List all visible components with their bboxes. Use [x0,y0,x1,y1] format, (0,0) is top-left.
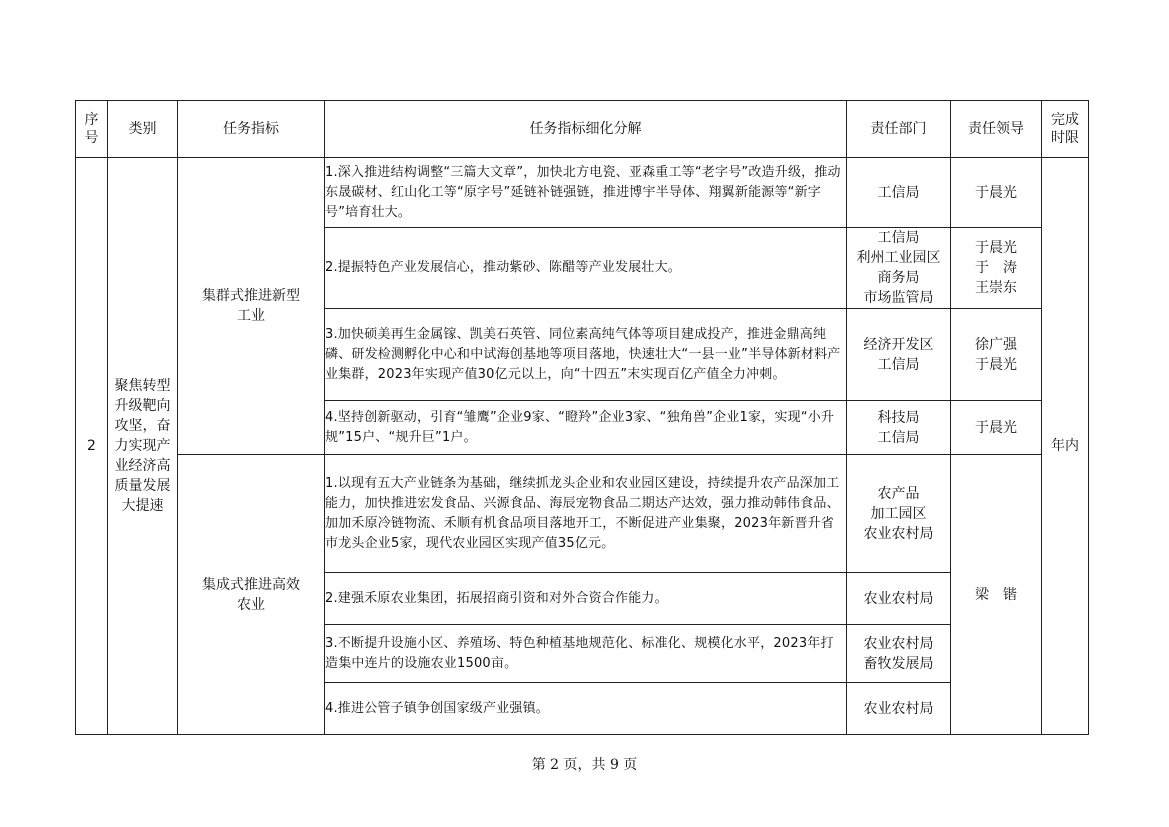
dept-cell: 农业农村局 [847,573,951,625]
header-dept: 责任部门 [847,101,951,158]
dept-cell: 农业农村局 畜牧发展局 [847,625,951,683]
dept-cell: 科技局 工信局 [847,401,951,455]
header-leader: 责任领导 [951,101,1042,158]
detail-cell: 2.提振特色产业发展信心，推动紫砂、陈醋等产业发展壮大。 [325,228,847,309]
leader-cell: 于晨光 于 涛 王崇东 [951,228,1042,309]
task-agriculture: 集成式推进高效农业 [178,455,325,735]
leader-cell: 徐广强 于晨光 [951,309,1042,401]
header-detail: 任务指标细化分解 [325,101,847,158]
dept-cell: 经济开发区 工信局 [847,309,951,401]
table-row [76,158,1089,228]
header-category: 类别 [108,101,178,158]
detail-cell: 3.加快硕美再生金属镓、凯美石英管、同位素高纯气体等项目建成投产，推进金鼎高纯磷、研发检测孵化中心和中试海创基地等项目落地，快速壮大“一县一业”半导体新材料产业集群，2023年实现产值30亿元以上，向“十四五”末实现百亿产值全力冲刺。 [325,309,847,401]
table-row [76,455,1089,573]
task-table [75,100,1089,735]
dept-cell: 工信局 利州工业园区 商务局 市场监管局 [847,228,951,309]
detail-cell: 1.深入推进结构调整“三篇大文章”，加快北方电瓷、亚森重工等“老字号”改造升级，推动东晟碳材、红山化工等“原字号”延链补链强链，推进博宇半导体、翔翼新能源等“新字号”培育壮大。 [325,158,847,228]
row-category: 聚焦转型升级靶向攻坚，奋力实现产业经济高质量发展大提速 [108,158,178,735]
dept-cell: 农业农村局 [847,683,951,735]
header-seq: 序号 [76,101,108,158]
leader-cell: 于晨光 [951,401,1042,455]
detail-cell: 1.以现有五大产业链条为基础，继续抓龙头企业和农业园区建设，持续提升农产品深加工能力，加快推进宏发食品、兴源食品、海辰宠物食品二期达产达效，强力推动韩伟食品、加加禾原冷链物流、禾顺有机食品项目落地开工，不断促进产业集聚，2023年新晋升省市龙头企业5家，现代农业园区实现产值35亿元。 [325,455,847,573]
detail-cell: 4.坚持创新驱动，引育“雏鹰”企业9家、“瞪羚”企业3家、“独角兽”企业1家，实现“小升规”15户、“规升巨”1户。 [325,401,847,455]
detail-cell: 4.推进公管子镇争创国家级产业强镇。 [325,683,847,735]
header-row [76,101,1089,158]
task-industry: 集群式推进新型工业 [178,158,325,455]
leader-cell: 梁 锴 [951,455,1042,735]
header-deadline: 完成时限 [1042,101,1089,158]
leader-cell: 于晨光 [951,158,1042,228]
row-deadline: 年内 [1042,158,1089,735]
header-task: 任务指标 [178,101,325,158]
row-seq: 2 [76,158,108,735]
detail-cell: 3.不断提升设施小区、养殖场、特色种植基地规范化、标准化、规模化水平，2023年打造集中连片的设施农业1500亩。 [325,625,847,683]
detail-cell: 2.建强禾原农业集团，拓展招商引资和对外合资合作能力。 [325,573,847,625]
dept-cell: 农产品 加工园区 农业农村局 [847,455,951,573]
dept-cell: 工信局 [847,158,951,228]
page-footer: 第 2 页，共 9 页 [531,757,638,773]
